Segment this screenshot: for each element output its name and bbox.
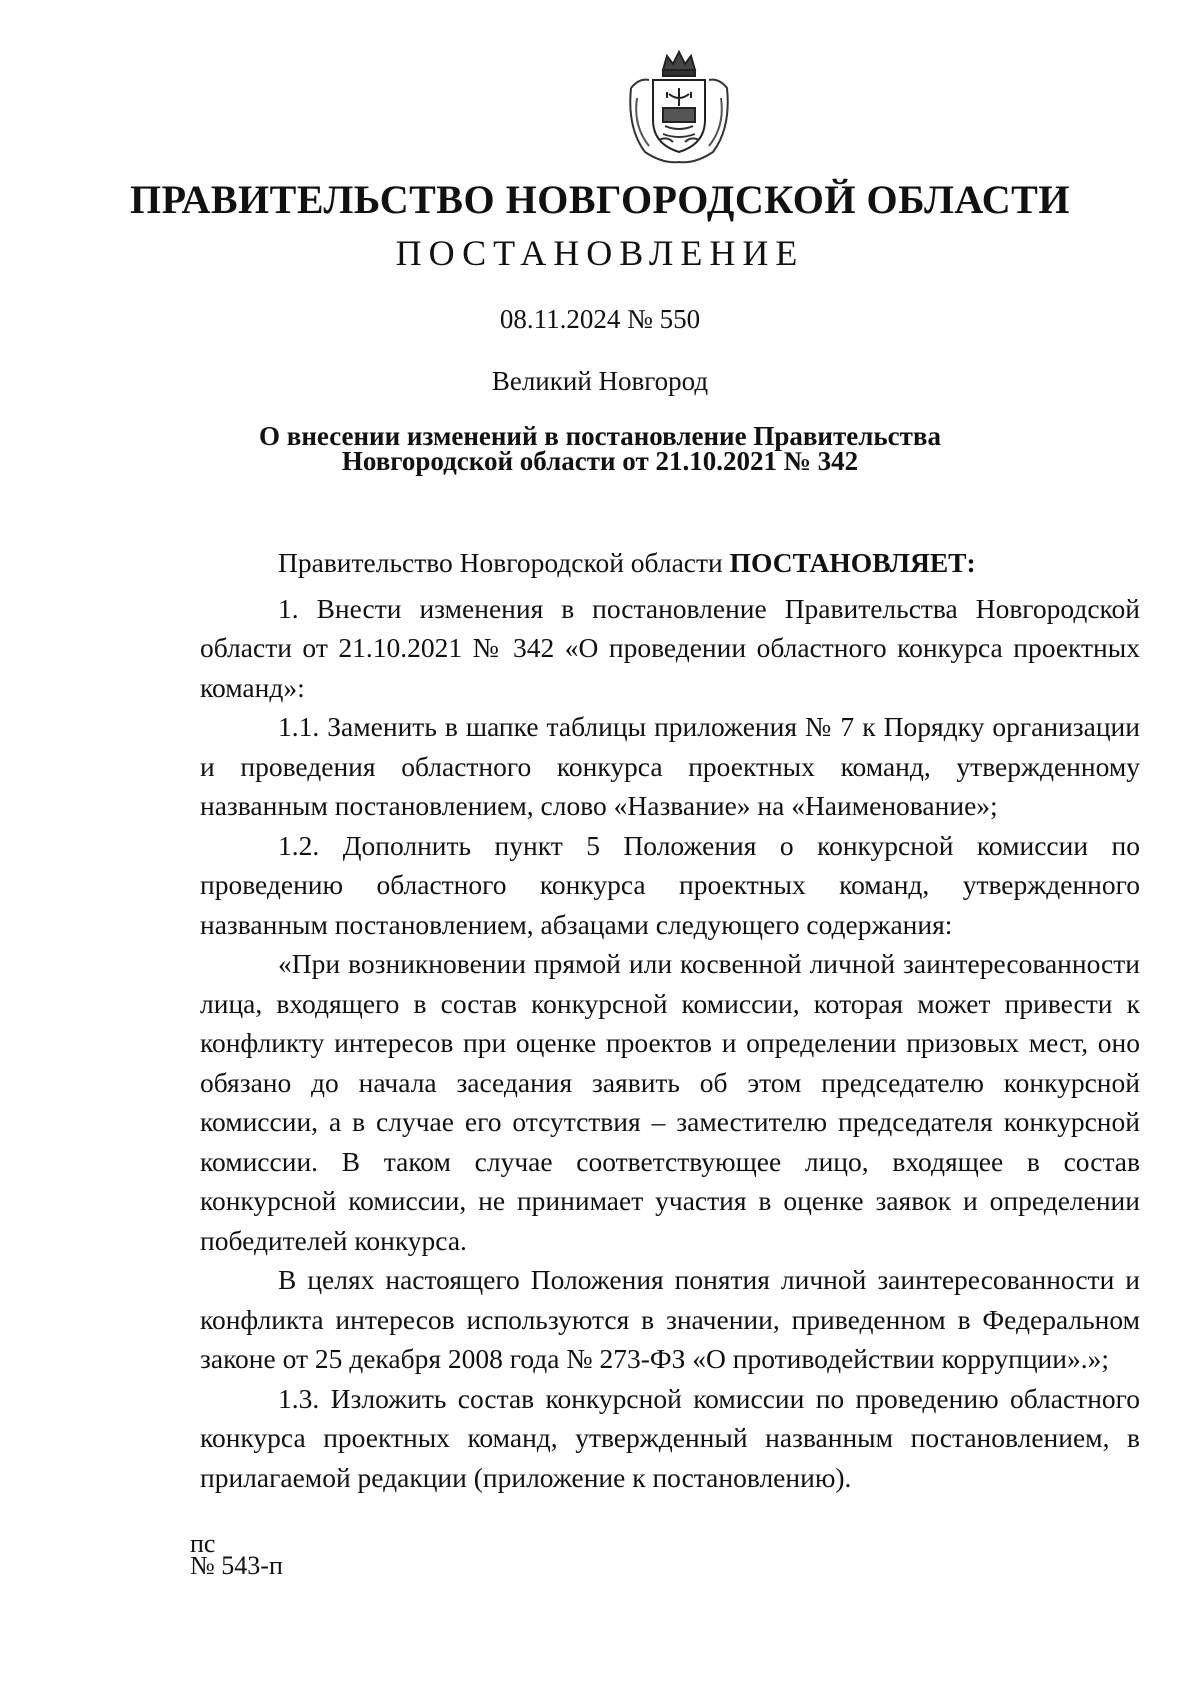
footer-code-line-2: № 543-п — [190, 1551, 283, 1580]
paragraph-1: 1. Внести изменения в постановление Правительства Новгородской области от 21.10.2021 № 342 «О проведении областного конкурса проектных команд»: — [200, 592, 1140, 703]
preamble-resolves: ПОСТАНОВЛЯЕТ: — [729, 547, 976, 578]
paragraph-1-2: 1.2. Дополнить пункт 5 Положения о конкурсной комиссии по проведению областного конкурса проектных команд, утвержденного названным постановлением, абзацами следующего содержания: — [200, 829, 1140, 940]
document-subject — [0, 421, 1200, 476]
paragraph-1-1: 1.1. Заменить в шапке таблицы приложения № 7 к Порядку организации и проведения областного конкурса проектных команд, утвержденному названным постановлением, слово «Название» на «Наименование»; — [200, 711, 1140, 821]
document-type: ПОСТАНОВЛЕНИЕ — [395, 233, 805, 273]
quoted-paragraph-1: «При возникновении прямой или косвенной личной заинтересованности лица, входящего в состав конкурсной комиссии, которая может привести к конфликту интересов при оценке проектов и определении призовых мест, оно обязано до начала заседания заявить об этом председателю конкурсной комиссии, а в случае его отсутствия – заместителю председателя конкурсной комиссии. В таком случае соответствующее лицо, входящее в состав конкурсной комиссии, не принимает участия в оценке заявок и определении победителей конкурса. — [200, 948, 1140, 1256]
quoted-paragraph-2: В целях настоящего Положения понятия личной заинтересованности и конфликта интересов используются в значении, приведенном в Федеральном законе от 25 декабря 2008 года № 273-ФЗ «О противодействии коррупции».»; — [200, 1264, 1140, 1374]
coat-of-arms-icon — [623, 48, 735, 166]
document-body — [200, 543, 1140, 1497]
subject-line-1: О внесении изменений в постановление Правительства — [259, 421, 941, 451]
date-and-number: 08.11.2024 № 550 — [499, 304, 701, 334]
subject-line-2: Новгородской области от 21.10.2021 № 342 — [341, 446, 859, 476]
preamble-text: Правительство Новгородской области — [278, 547, 730, 578]
paragraph-1-3: 1.3. Изложить состав конкурсной комиссии по проведению областного конкурса проектных команд, утвержденный названным постановлением, в прилагаемой редакции (приложение к постановлению). — [200, 1382, 1140, 1493]
city: Великий Новгород — [491, 366, 709, 396]
preamble — [200, 543, 1140, 583]
government-title: ПРАВИТЕЛЬСТВО НОВГОРОДСКОЙ ОБЛАСТИ — [130, 177, 1070, 222]
footer-code — [190, 1529, 283, 1580]
footer-code-line-1: пс — [190, 1529, 216, 1558]
